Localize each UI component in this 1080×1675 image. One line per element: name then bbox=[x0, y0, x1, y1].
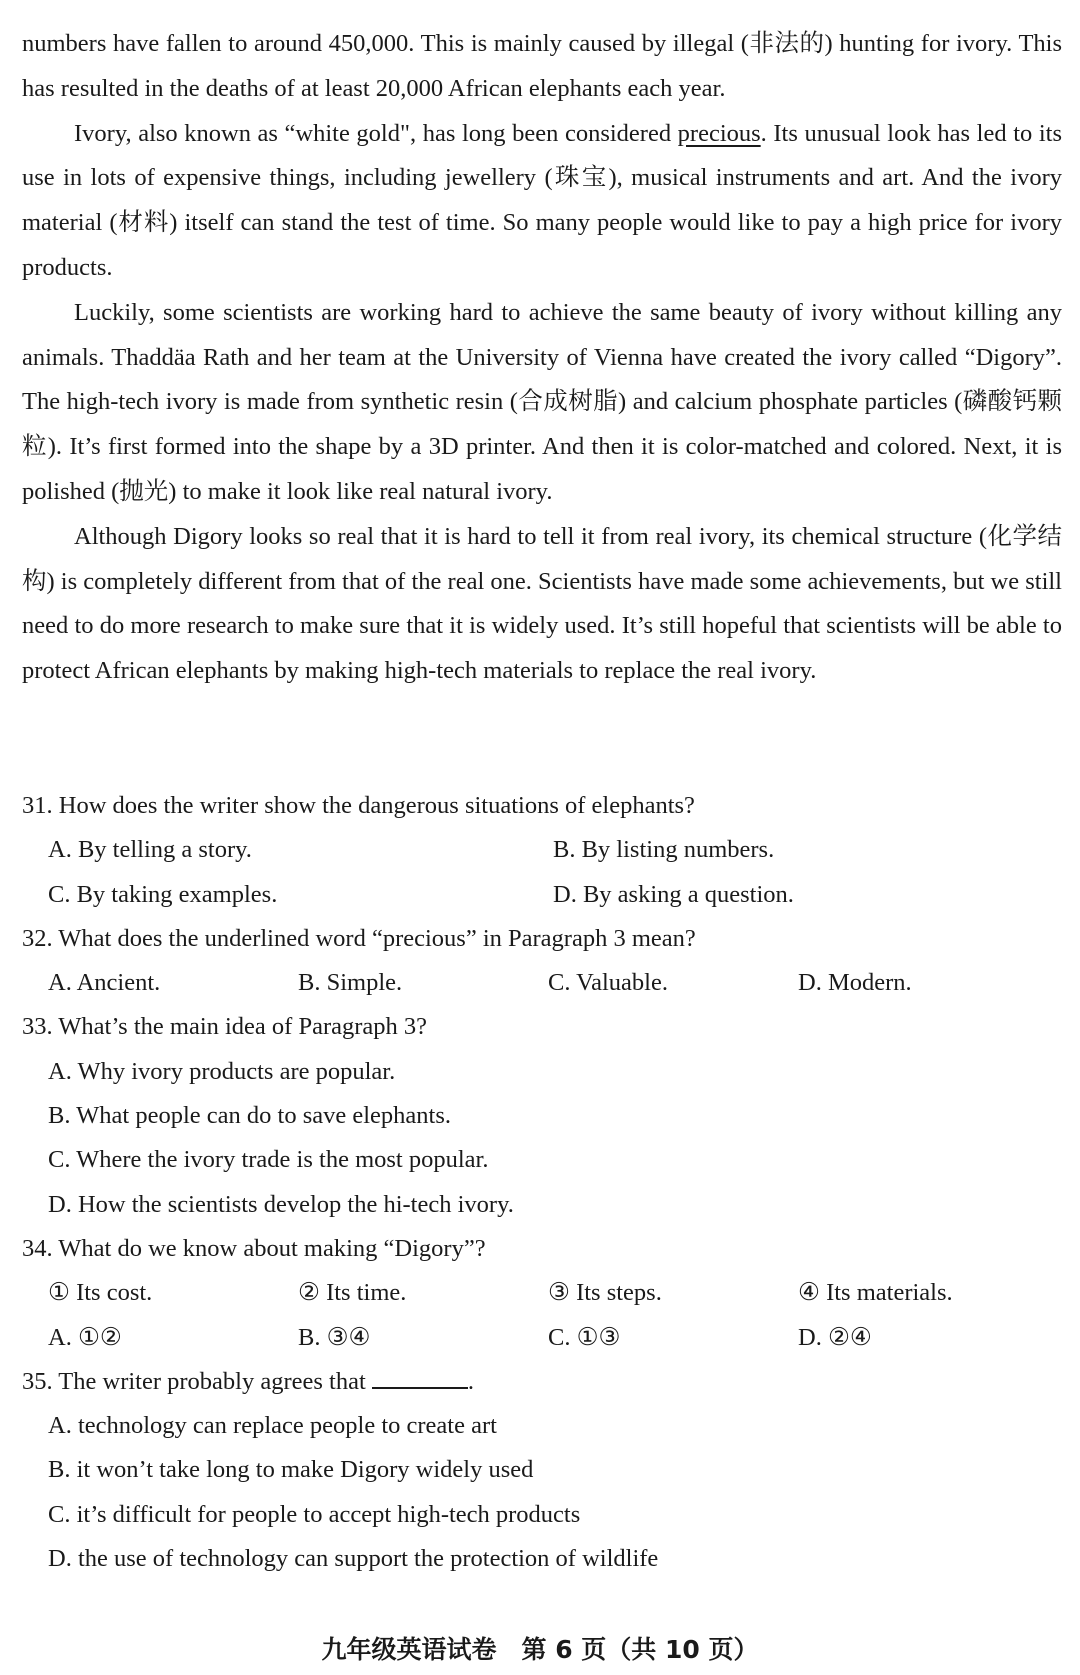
option-d: D. By asking a question. bbox=[553, 880, 794, 908]
option-c: C. Valuable. bbox=[548, 969, 668, 997]
option-b: B. ③④ bbox=[298, 1323, 371, 1351]
option-a: A. technology can replace people to create art bbox=[48, 1412, 497, 1440]
question-stem: 31. How does the writer show the dangerous situations of elephants? bbox=[22, 792, 695, 819]
option-c: C. it’s difficult for people to accept high-tech products bbox=[48, 1500, 581, 1528]
option-b: B. Simple. bbox=[298, 969, 403, 997]
item-2: ② Its time. bbox=[298, 1279, 407, 1307]
paragraph-3: Luckily, some scientists are working hard to achieve the same beauty of ivory without killing any animals. Thaddäa Rath and her team at the University of Vienna have created the ivory called “Digory”. The high-tech ivory is made from synthetic resin (合成树脂) and calcium phosphate particles (磷酸钙颗粒). It’s first formed into the shape by a 3D printer. And then it is color-matched and colored. Next, it is polished (抛光) to make it look like real natural ivory. bbox=[22, 298, 1062, 505]
option-d: D. the use of technology can support the protection of wildlife bbox=[48, 1545, 659, 1573]
question-34 bbox=[22, 1227, 1062, 1360]
option-c: C. Where the ivory trade is the most popular. bbox=[48, 1146, 489, 1174]
item-1: ① Its cost. bbox=[48, 1279, 153, 1307]
option-d: D. How the scientists develop the hi-tech ivory. bbox=[48, 1190, 514, 1218]
item-4: ④ Its materials. bbox=[798, 1279, 953, 1307]
option-d: D. Modern. bbox=[798, 969, 912, 997]
question-stem: 33. What’s the main idea of Paragraph 3? bbox=[22, 1013, 428, 1041]
option-row bbox=[22, 1316, 1062, 1360]
question-33 bbox=[22, 1005, 1062, 1226]
option-c: C. ①③ bbox=[548, 1323, 621, 1351]
question-stem: 34. What do we know about making “Digory”? bbox=[22, 1234, 486, 1262]
option-c: C. By taking examples. bbox=[48, 880, 278, 908]
question-stem: 32. What does the underlined word “precious” in Paragraph 3 mean? bbox=[22, 924, 696, 952]
paragraph-2-end: . Its unusual look has led to its use in lots of expensive things, including jewellery (珠宝), musical instruments and art. And the ivory material (材料) itself can stand the test of time. So many people would like to pay a high price for ivory products. bbox=[22, 119, 1062, 281]
question-32 bbox=[22, 917, 1062, 1006]
option-row bbox=[22, 828, 1062, 872]
item-row bbox=[22, 1271, 1062, 1315]
item-3: ③ Its steps. bbox=[548, 1279, 662, 1307]
question-list bbox=[22, 784, 1062, 1581]
paragraph-2 bbox=[22, 112, 1062, 291]
reading-passage bbox=[22, 22, 1062, 694]
question-31 bbox=[22, 784, 1062, 917]
option-a: A. Why ivory products are popular. bbox=[48, 1057, 396, 1085]
paragraph-4: Although Digory looks so real that it is hard to tell it from real ivory, its chemical structure (化学结构) is completely different from that of the real one. Scientists have made some achievements, but we still need to do more research to make sure that it is widely used. It’s still hopeful that scientists will be able to protect African elephants by making high-tech materials to replace the real ivory. bbox=[22, 522, 1062, 685]
question-stem-end: . bbox=[467, 1367, 475, 1395]
option-b: B. By listing numbers. bbox=[553, 836, 775, 864]
page-footer: 九年级英语试卷 第 6 页（共 10 页） bbox=[321, 1635, 759, 1664]
option-b: B. it won’t take long to make Digory widely used bbox=[48, 1456, 534, 1484]
option-row bbox=[22, 873, 1062, 917]
question-stem-start: 35. The writer probably agrees that bbox=[22, 1367, 372, 1395]
answer-blank bbox=[372, 1367, 468, 1389]
question-35 bbox=[22, 1360, 1062, 1581]
option-a: A. Ancient. bbox=[48, 969, 161, 997]
option-a: A. ①② bbox=[48, 1323, 122, 1351]
option-a: A. By telling a story. bbox=[48, 836, 252, 864]
underlined-word: precious bbox=[677, 119, 761, 147]
paragraph-2-start: Ivory, also known as “white gold", has long been considered bbox=[74, 119, 678, 147]
option-row bbox=[22, 961, 1062, 1005]
question-stem bbox=[22, 1360, 1062, 1404]
option-d: D. ②④ bbox=[798, 1323, 872, 1351]
paragraph-1: numbers have fallen to around 450,000. This is mainly caused by illegal (非法的) hunting for ivory. This has resulted in the deaths of at least 20,000 African elephants each year. bbox=[22, 30, 1062, 102]
option-b: B. What people can do to save elephants. bbox=[48, 1102, 451, 1130]
